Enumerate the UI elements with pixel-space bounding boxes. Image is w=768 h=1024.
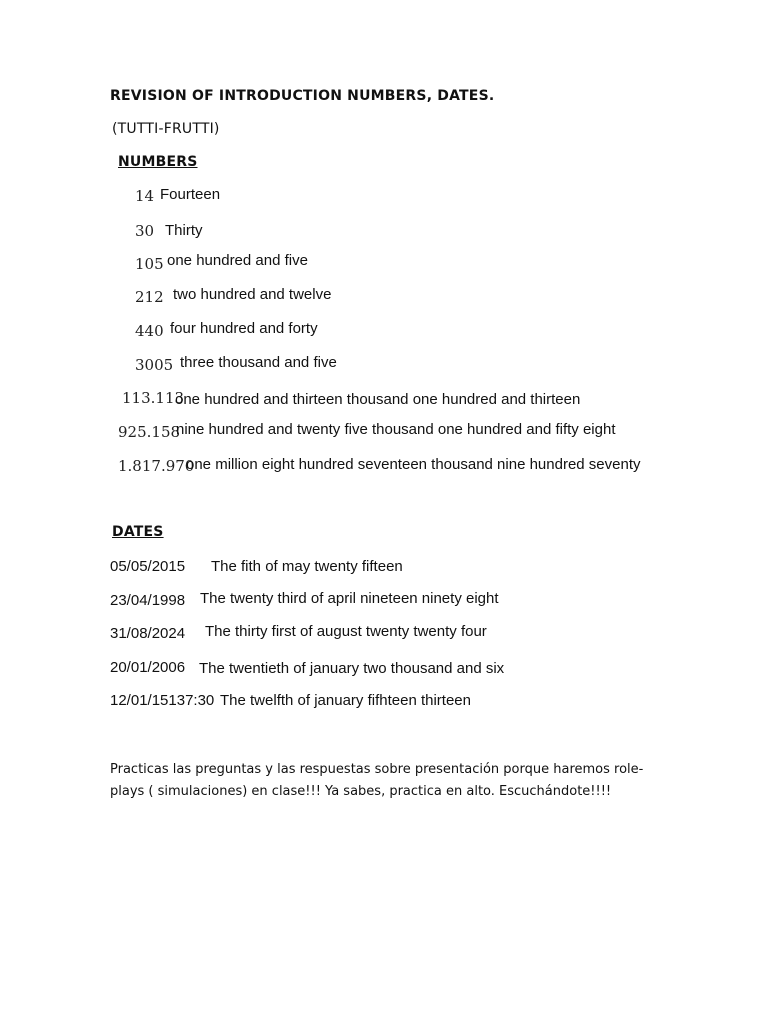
document-title: REVISION OF INTRODUCTION NUMBERS, DATES. bbox=[110, 88, 495, 104]
number-value: 212 bbox=[135, 288, 164, 306]
date-words: The fith of may twenty fifteen bbox=[211, 558, 403, 575]
date-value: 05/05/2015 bbox=[110, 558, 186, 575]
numbers-heading: NUMBERS bbox=[118, 154, 198, 170]
date-value: 31/08/2024 bbox=[110, 625, 186, 642]
date-value: 12/01/15137:30 bbox=[110, 692, 215, 709]
closing-paragraph: Practicas las preguntas y las respuestas sobre presentación porque haremos role-plays ( simulaciones) en clase!!! Ya sabes, practica en alto. Escuchándote!!!! bbox=[110, 762, 644, 799]
date-words: The thirty first of august twenty twenty four bbox=[205, 623, 487, 640]
date-words: The twenty third of april nineteen ninety eight bbox=[200, 590, 499, 607]
date-words: The twentieth of january two thousand and six bbox=[199, 660, 505, 677]
number-words: one hundred and thirteen thousand one hundred and thirteen bbox=[175, 391, 581, 408]
number-words: nine hundred and twenty five thousand one hundred and fifty eight bbox=[176, 421, 616, 438]
number-value: 30 bbox=[135, 222, 155, 240]
number-value: 113.113 bbox=[122, 389, 185, 407]
number-value: 1.817.970 bbox=[118, 457, 195, 475]
number-words: two hundred and twelve bbox=[173, 286, 332, 303]
number-words: Fourteen bbox=[160, 186, 221, 203]
number-words: Thirty bbox=[165, 222, 203, 239]
date-words: The twelfth of january fifhteen thirteen bbox=[220, 692, 471, 709]
number-value: 925.158 bbox=[118, 423, 181, 441]
number-words: four hundred and forty bbox=[170, 320, 318, 337]
number-words: three thousand and five bbox=[180, 354, 337, 371]
number-value: 14 bbox=[135, 187, 155, 205]
number-value: 440 bbox=[135, 322, 164, 340]
date-value: 23/04/1998 bbox=[110, 592, 186, 609]
dates-heading: DATES bbox=[112, 524, 164, 540]
date-value: 20/01/2006 bbox=[110, 659, 186, 676]
number-value: 3005 bbox=[135, 356, 174, 374]
number-value: 105 bbox=[135, 255, 164, 273]
number-words: one million eight hundred seventeen thousand nine hundred seventy bbox=[186, 456, 641, 473]
document-subtitle: (TUTTI-FRUTTI) bbox=[112, 121, 220, 137]
number-words: one hundred and five bbox=[167, 252, 308, 269]
